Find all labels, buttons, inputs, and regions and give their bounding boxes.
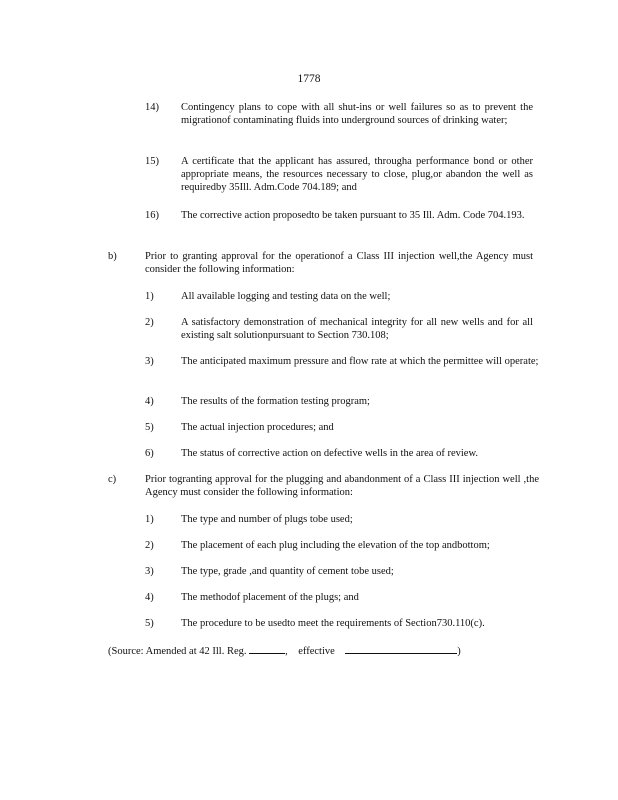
source-prefix: (Source: Amended at 42 Ill. Reg.: [108, 646, 247, 657]
item-text: The status of corrective action on defective wells in the area of review.: [181, 448, 478, 459]
source-suffix: ): [457, 646, 461, 657]
item-text: The methodof placement of the plugs; and: [181, 592, 359, 603]
source-comma: ,: [285, 646, 288, 657]
item-text: The anticipated maximum pressure and flow rate at which the permittee will operate;: [181, 356, 539, 367]
item-text: All available logging and testing data on the well;: [181, 291, 391, 302]
item-label: 14): [145, 102, 159, 113]
item-label: 3): [145, 566, 154, 577]
item-label: 4): [145, 396, 154, 407]
item-text: The procedure to be usedto meet the requirements of Section730.110(c).: [181, 618, 485, 629]
item-text: Contingency plans to cope with all shut-ins or well failures so as to prevent the migrationof contaminating fluids into underground sources of drinking water;: [181, 102, 533, 126]
item-label: 3): [145, 356, 154, 367]
item-label: 5): [145, 618, 154, 629]
item-label: 15): [145, 156, 159, 167]
source-note: [108, 643, 528, 658]
item-label: 5): [145, 422, 154, 433]
item-label: 16): [145, 210, 159, 221]
item-label: 6): [145, 448, 154, 459]
effective-date-blank: [345, 643, 457, 654]
item-label: 1): [145, 291, 154, 302]
item-text: The results of the formation testing program;: [181, 396, 370, 407]
reg-page-blank: [249, 643, 285, 654]
item-text: The corrective action proposedto be taken pursuant to 35 Ill. Adm. Code 704.193.: [181, 210, 525, 221]
item-label: 2): [145, 540, 154, 551]
section-intro: Prior togranting approval for the plugging and abandonment of a Class III injection well ,the Agency must consider the following information:: [145, 474, 539, 498]
item-label: 1): [145, 514, 154, 525]
item-text: A certificate that the applicant has assured, througha performance bond or other appropriate means, the resources necessary to close, plug,or abandon the well as requiredby 35Ill. Adm.Code 704.189; and: [181, 156, 533, 193]
item-text: The placement of each plug including the elevation of the top andbottom;: [181, 540, 490, 551]
section-label: c): [108, 474, 117, 485]
item-label: 2): [145, 317, 154, 328]
source-effective: effective: [298, 646, 335, 657]
page-number: 1778: [297, 73, 321, 85]
item-text: The actual injection procedures; and: [181, 422, 334, 433]
section-intro: Prior to granting approval for the operationof a Class III injection well,the Agency must consider the following information:: [145, 251, 533, 275]
item-label: 4): [145, 592, 154, 603]
item-text: The type and number of plugs tobe used;: [181, 514, 353, 525]
item-text: The type, grade ,and quantity of cement tobe used;: [181, 566, 394, 577]
item-text: A satisfactory demonstration of mechanical integrity for all new wells and for all existing salt solutionpursuant to Section 730.108;: [181, 317, 533, 341]
section-label: b): [108, 251, 117, 262]
